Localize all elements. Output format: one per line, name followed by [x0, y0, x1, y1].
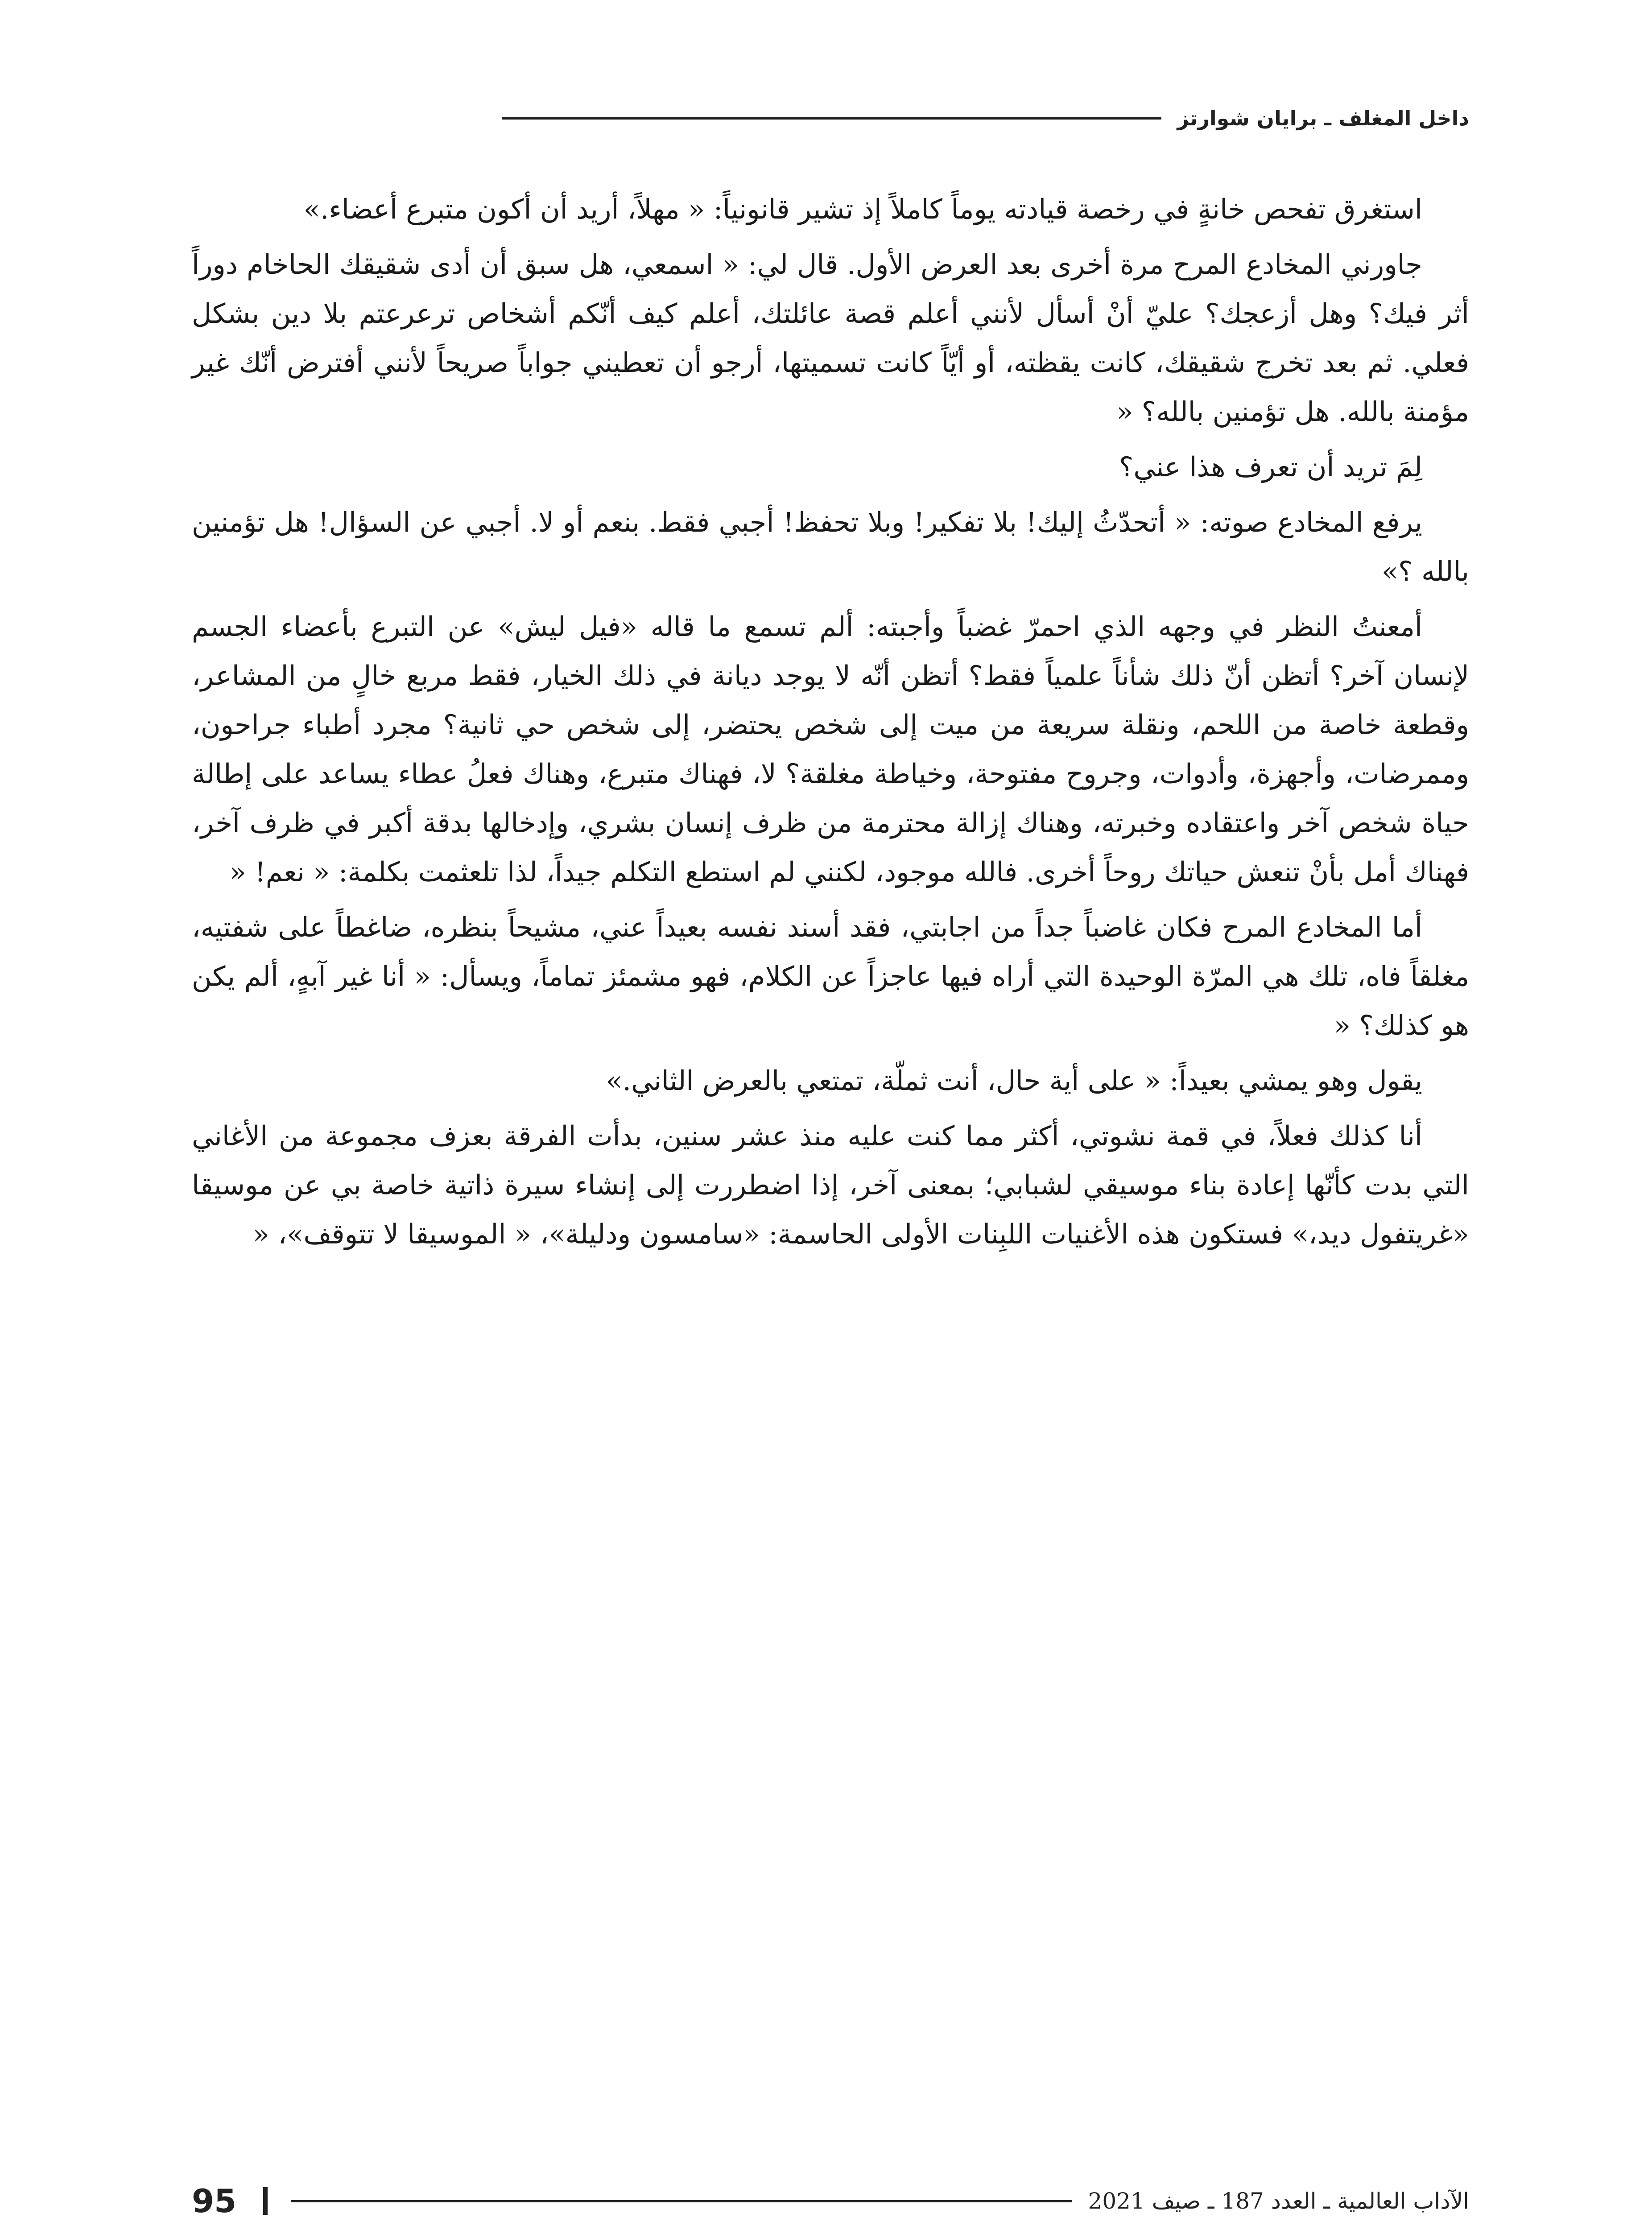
article-body	[192, 185, 1469, 1265]
paragraph: جاورني المخادع المرح مرة أخرى بعد العرض الأول. قال لي: « اسمعي، هل سبق أن أدى شقيقك الحاخام دوراً أثر فيك؟ وهل أزعجك؟ عليّ أنْ أسأل لأنني أعلم قصة عائلتك، أعلم كيف أنّكم أشخاص ترعرعتم بلا دين بشكل فعلي. ثم بعد تخرج شقيقك، كانت يقظته، أو أيّاً كانت تسميتها، أرجو أن تعطيني جواباً صريحاً لأنني أفترض أنّك غير مؤمنة بالله. هل تؤمنين بالله؟ «	[192, 249, 1470, 428]
header-rule	[502, 117, 1161, 120]
footer-separator	[263, 2187, 268, 2215]
paragraph: أمعنتُ النظر في وجهه الذي احمرّ غضباً وأجبته: ألم تسمع ما قاله «فيل ليش» عن التبرع بأعضاء الجسم لإنسان آخر؟ أتظن أنّ ذلك شأناً علمياً فقط؟ أتظن أنّه لا يوجد ديانة في ذلك الخيار، فقط مربع خالٍ من المشاعر، وقطعة خاصة من اللحم، ونقلة سريعة من ميت إلى شخص يحتضر، إلى شخص حي ثانية؟ مجرد أطباء جراحون، وممرضات، وأجهزة، وأدوات، وجروح مفتوحة، وخياطة مغلقة؟ لا، فهناك متبرع، وهناك فعلُ عطاء يساعد على إطالة حياة شخص آخر واعتقاده وخبرته، وهناك إزالة محترمة من ظرف إنسان بشري، وإدخالها بدقة أكبر في ظرف آخر، فهناك أمل بأنْ تنعش حياتك روحاً أخرى. فالله موجود، لكنني لم استطع التكلم جيداً، لذا تلعثمت بكلمة: « نعم! «	[192, 611, 1469, 888]
running-header	[502, 106, 1469, 130]
paragraph: لِمَ تريد أن تعرف هذا عني؟	[1119, 451, 1422, 483]
running-title: داخل المغلف ـ برايان شوارتز	[1177, 106, 1469, 130]
paragraph: يرفع المخادع صوته: « أتحدّثُ إليك! بلا تفكير! وبلا تحفظ! أجبي فقط. بنعم أو لا. أجبي عن السؤال! هل تؤمنين بالله ؟»	[192, 507, 1469, 587]
paragraph: يقول وهو يمشي بعيداً: « على أية حال، أنت ثملّة، تمتعي بالعرض الثاني.»	[606, 1065, 1422, 1097]
page-number: 95	[192, 2182, 237, 2220]
footer-rule	[291, 2200, 1072, 2202]
paragraph: أنا كذلك فعلاً، في قمة نشوتي، أكثر مما كنت عليه منذ عشر سنين، بدأت الفرقة بعزف مجموعة من الأغاني التي بدت كأنّها إعادة بناء موسيقي لشبابي؛ بمعنى آخر، إذا اضطررت إلى إنشاء سيرة ذاتية خاصة بي عن موسيقا «غريتفول ديد،» فستكون هذه الأغنيات اللبِنات الأولى الحاسمة: «سامسون ودليلة»، « الموسيقا لا تتوقف»، «	[192, 1120, 1469, 1250]
page-footer	[192, 2183, 1469, 2219]
journal-issue: الآداب العالمية ـ العدد 187 ـ صيف 2021	[1088, 2188, 1469, 2214]
paragraph: أما المخادع المرح فكان غاضباً جداً من اجابتي، فقد أسند نفسه بعيداً عني، مشيحاً بنظره، ضاغطاً على شفتيه، مغلقاً فاه، تلك هي المرّة الوحيدة التي أراه فيها عاجزاً عن الكلام، فهو مشمئز تماماً، ويسأل: « أنا غير آبهٍ، ألم يكن هو كذلك؟ «	[192, 912, 1469, 1041]
paragraph: استغرق تفحص خانةٍ في رخصة قيادته يوماً كاملاً إذ تشير قانونياً: « مهلاً، أريد أن أكون متبرع أعضاء.»	[303, 194, 1422, 225]
